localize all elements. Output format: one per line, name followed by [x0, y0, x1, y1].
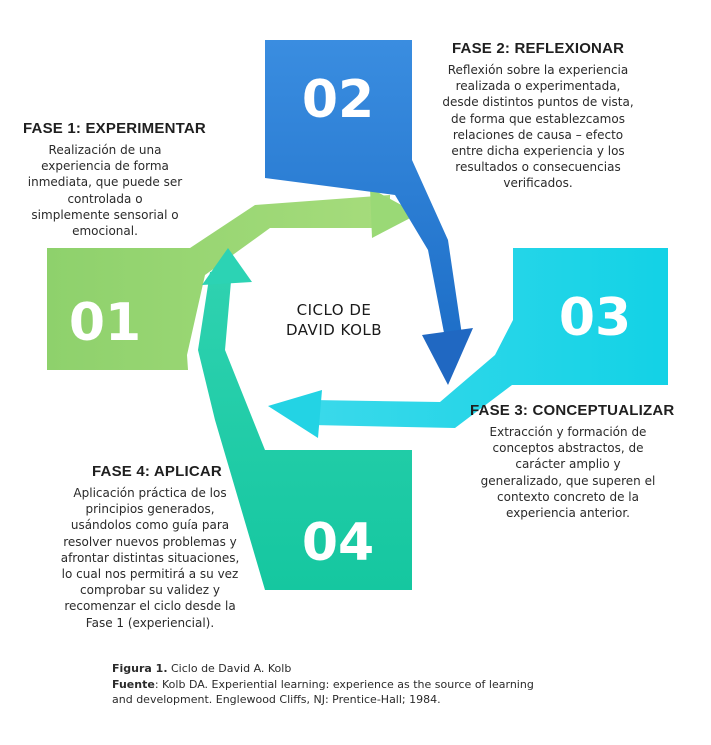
source-text: and development. Englewood Cliffs, NJ: Prentice-Hall; 1984.	[112, 693, 441, 706]
phase-2-description	[428, 62, 648, 192]
phase-1-desc-line: simplemente sensorial o	[31, 207, 179, 222]
source-caption-line	[112, 692, 534, 708]
phase-1-desc-line: inmediata, que puede ser	[27, 175, 183, 190]
phase-2-arrow-icon	[422, 328, 473, 385]
phase-4-number: 04	[301, 513, 375, 573]
phase-2-desc-line: verificados.	[503, 176, 573, 191]
phase-2-desc-line: Reflexión sobre la experiencia	[447, 63, 629, 77]
phase-4-desc-line: recomenzar el ciclo desde la	[64, 599, 236, 614]
phase-1-desc-line: controlada o	[67, 191, 143, 206]
phase-4-desc-line: lo cual nos permitirá a su vez	[61, 567, 239, 582]
phase-4-desc-line: principios generados,	[85, 502, 215, 517]
phase-4-description	[44, 485, 256, 631]
phase-1-title: FASE 1: EXPERIMENTAR	[23, 120, 206, 137]
phase-1-description	[20, 142, 190, 239]
phase-4-title: FASE 4: APLICAR	[92, 463, 222, 480]
phase-4-desc-line: resolver nuevos problemas y	[63, 534, 237, 549]
phase-4-desc-line: comprobar su validez y	[80, 583, 220, 598]
phase-2-desc-line: de forma que establezcamos	[451, 111, 625, 126]
source-text: : Kolb DA. Experiential learning: experience as the source of learning	[154, 677, 534, 691]
phase-1-desc-line: Realización de una	[48, 143, 162, 157]
phase-3-desc-line: Extracción y formación de	[489, 425, 647, 439]
figure-caption	[112, 661, 534, 708]
phase-1-desc-line: experiencia de forma	[41, 159, 169, 174]
phase-4-desc-line: afrontar distintas situaciones,	[60, 550, 240, 565]
phase-2-title: FASE 2: REFLEXIONAR	[452, 40, 625, 57]
phase-3-desc-line: conceptos abstractos, de	[492, 441, 644, 456]
phase-3-desc-line: generalizado, que superen el	[480, 473, 656, 488]
phase-2-desc-line: entre dicha experiencia y los	[451, 144, 625, 159]
phase-3-description	[468, 424, 668, 521]
phase-1-number: 01	[68, 293, 142, 353]
phase-3-desc-line: experiencia anterior.	[506, 506, 630, 521]
phase-4-desc-line: usándolos como guía para	[70, 518, 230, 533]
phase-2-desc-line: relaciones de causa – efecto	[452, 127, 624, 142]
phase-3-title: FASE 3: CONCEPTUALIZAR	[470, 402, 675, 419]
phase-2-desc-line: realizada o experimentada,	[455, 79, 621, 94]
figure-caption-text: Ciclo de David A. Kolb	[167, 662, 292, 675]
phase-2-desc-line: desde distintos puntos de vista,	[442, 95, 634, 110]
phase-3-desc-line: carácter amplio y	[515, 457, 621, 472]
phase-1-desc-line: emocional.	[72, 224, 138, 239]
phase-2-number: 02	[301, 70, 375, 130]
center-title-line-2: DAVID KOLB	[285, 321, 383, 339]
figure-caption-line	[112, 661, 534, 677]
source-caption-line	[112, 677, 534, 693]
center-title-line-1: CICLO DE	[296, 301, 372, 319]
source-label: Fuente	[112, 677, 155, 691]
phase-3-arrow-icon	[268, 390, 322, 438]
phase-2-desc-line: resultados o consecuencias	[455, 160, 621, 175]
phase-3-number: 03	[558, 288, 632, 348]
phase-4-desc-line: Fase 1 (experiencial).	[85, 615, 215, 630]
figure-label: Figura 1.	[112, 662, 168, 675]
phase-3-desc-line: contexto concreto de la	[497, 489, 639, 504]
phase-4-desc-line: Aplicación práctica de los	[73, 486, 227, 500]
center-title	[286, 301, 382, 339]
